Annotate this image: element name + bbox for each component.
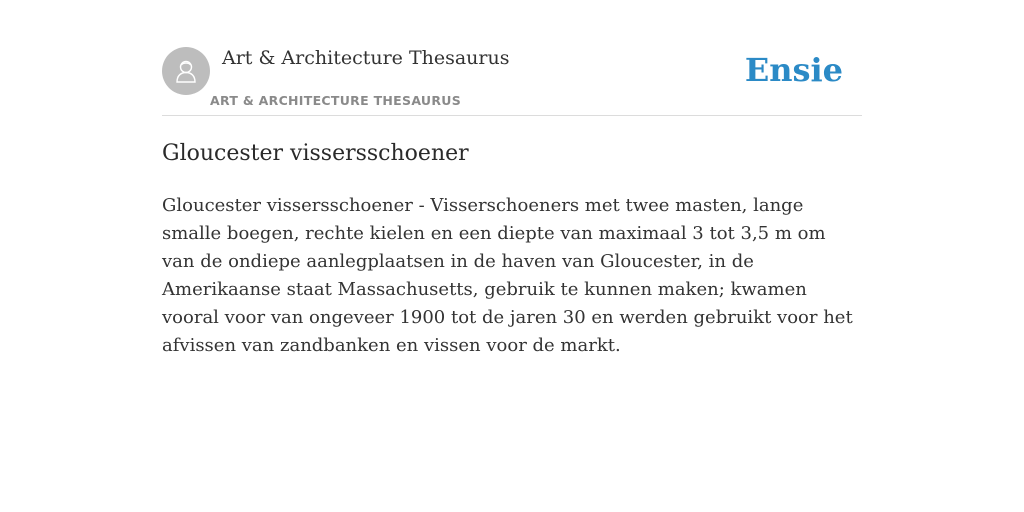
brand-logo[interactable]: Ensie xyxy=(744,51,843,89)
avatar[interactable] xyxy=(162,47,210,95)
entry-title: Gloucester vissersschoener xyxy=(162,141,469,166)
source-subtitle[interactable]: ART & ARCHITECTURE THESAURUS xyxy=(210,93,462,108)
content-container xyxy=(162,0,862,356)
source-title[interactable]: Art & Architecture Thesaurus xyxy=(222,47,510,69)
entry-header xyxy=(162,0,862,116)
entry-body: Gloucester vissersschoener - Visserschoeners met twee masten, lange smalle boegen, rechte kielen en een diepte van maximaal 3 tot 3,5 m om van de ondiepe aanlegplaatsen in de haven van Gloucester, in de Amerikaanse staat Massachusetts, gebruik te kunnen maken; kwamen vooral voor van ongeveer 1900 tot de jaren 30 en werden gebruikt voor het afvissen van zandbanken en vissen voor de markt. xyxy=(162,195,853,356)
user-placeholder-icon xyxy=(171,56,201,86)
